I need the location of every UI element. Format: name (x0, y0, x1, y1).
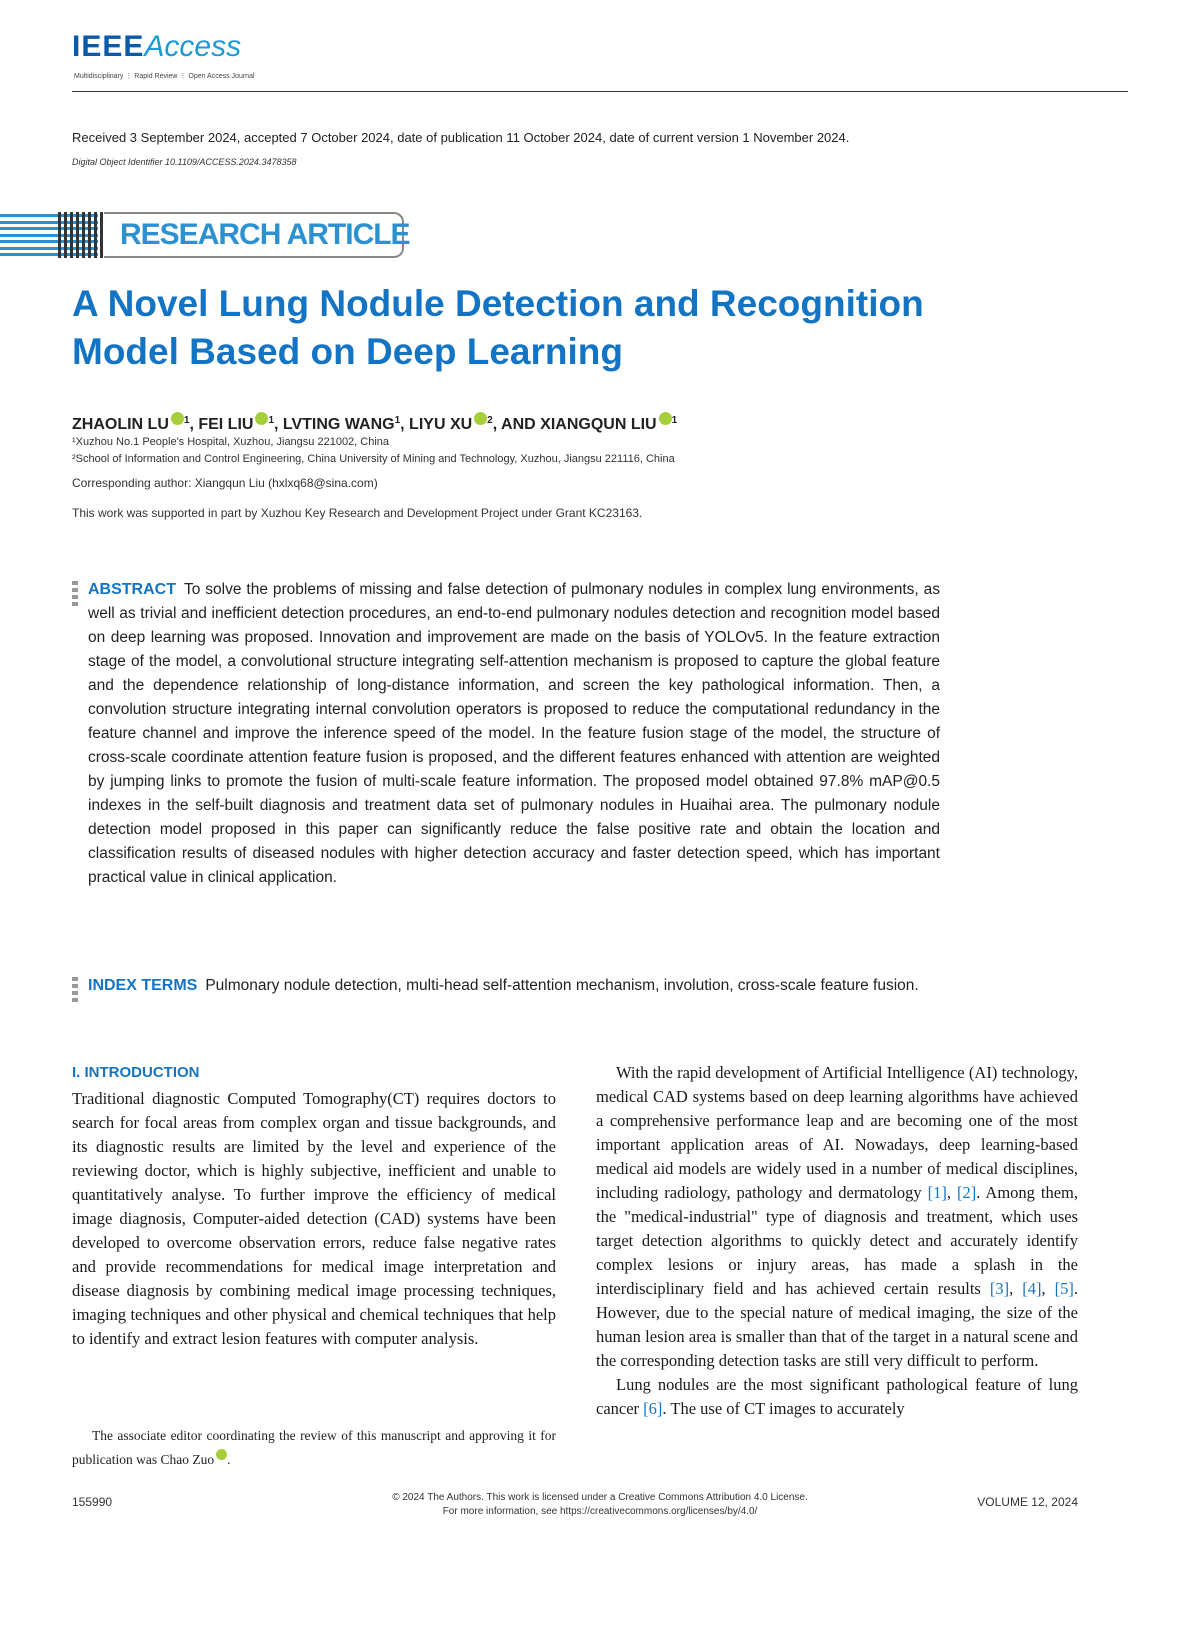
index-terms-text: Pulmonary nodule detection, multi-head self-attention mechanism, involution, cross-scale feature fusion. (205, 977, 919, 994)
logo-access: Access (144, 30, 242, 63)
page-number: 155990 (72, 1495, 113, 1509)
corresponding-author: Corresponding author: Xiangqun Liu (hxlxq68@sina.com) (72, 476, 378, 490)
author-list: ZHAOLIN LU $^1$, FEI LIU $^1$, LVTING WANG$^1$, LIYU XU $^2$, AND XIANGQUN LIU $^1$ (72, 412, 677, 434)
journal-tagline: Multidisciplinary ⋮ Rapid Review ⋮ Open Access Journal (74, 73, 255, 80)
author-name: LIYU XU (409, 416, 473, 433)
abstract (88, 578, 940, 890)
orcid-icon[interactable] (255, 412, 268, 425)
citation-link[interactable]: [2] (956, 1183, 977, 1202)
index-terms-marker (72, 977, 78, 1003)
abstract-label: ABSTRACT (88, 581, 176, 598)
orcid-icon[interactable] (659, 412, 672, 425)
editor-footnote: The associate editor coordinating the review of this manuscript and approving it for publication was Chao Zuo . (72, 1428, 556, 1467)
paragraph: With the rapid development of Artificial Intelligence (AI) technology, medical CAD systems based on deep learning algorithms have achieved a comprehensive performance leap and are becoming one of the most important application areas of AI. Nowadays, deep learning-based medical aid models are widely used in a number of medical disciplines, including radiology, pathology and dermatology [1], [2]. Among them, the "medical-industrial" type of diagnosis and treatment, which uses target detection algorithms to quickly detect and accurately identify complex lesions or injury areas, has made a splash in the interdisciplinary field and has achieved certain results [3], [4], [5]. However, due to the special nature of medical imaging, the size of the human lesion area is smaller than that of the target in a natural scene and the corresponding detection tasks are still very difficult to perform. (596, 1063, 1078, 1370)
license-note: © 2024 The Authors. This work is licensed under a Creative Commons Attribution 4.0 License. For more information, see https://creativecommons.org/licenses/by/4.0/ (300, 1491, 900, 1519)
paper-title: A Novel Lung Nodule Detection and Recognition Model Based on Deep Learning (72, 283, 924, 372)
right-column (596, 1061, 1078, 1421)
license-link[interactable]: For more information, see https://creativecommons.org/licenses/by/4.0/ (442, 1506, 758, 1517)
citation-link[interactable]: [4] (1022, 1279, 1042, 1298)
orcid-icon[interactable] (171, 412, 184, 425)
citation-link[interactable]: [1] (927, 1183, 947, 1202)
citation-link[interactable]: [6] (643, 1399, 663, 1418)
author-name: ZHAOLIN LU (72, 416, 169, 433)
affiliation: ¹Xuzhou No.1 People's Hospital, Xuzhou, Jiangsu 221002, China (72, 436, 390, 448)
received-dates: Received 3 September 2024, accepted 7 October 2024, date of publication 11 October 2024, date of current version 1 November 2024. (72, 130, 850, 145)
left-column (72, 1061, 556, 1351)
affiliation: ²School of Information and Control Engineering, China University of Mining and Technology, Xuzhou, Jiangsu 221116, China (72, 453, 675, 465)
index-terms-label: INDEX TERMS (88, 977, 198, 994)
journal-logo (72, 30, 241, 64)
abstract-marker (72, 581, 78, 607)
doi: Digital Object Identifier 10.1109/ACCESS.2024.3478358 (72, 157, 297, 167)
author-name: LVTING WANG (282, 416, 395, 433)
paragraph: Lung nodules are the most significant pathological feature of lung cancer [6]. The use of CT images to accurately (596, 1375, 1078, 1418)
author-name: FEI LIU (198, 416, 254, 433)
orcid-icon[interactable] (216, 1449, 227, 1460)
logo-ieee: IEEE (72, 30, 145, 63)
volume-info: VOLUME 12, 2024 (977, 1495, 1078, 1509)
citation-link[interactable]: [3] (989, 1279, 1010, 1298)
header-rule (72, 91, 1128, 92)
paragraph: Traditional diagnostic Computed Tomography(CT) requires doctors to search for focal areas from complex organ and tissue backgrounds, and its diagnostic results are limited by the level and experience of the reviewing doctor, which is highly subjective, inefficient and unable to quantitatively analyse. To further improve the efficiency of medical image diagnosis, Computer-aided detection (CAD) systems have been developed to overcome observation errors, reduce false negative rates and provide recommendations for medical image interpretation and disease diagnosis by combining medical image processing techniques, imaging techniques and other physical and chemical techniques that help to identify and extract lesion features with computer analysis. (72, 1089, 556, 1348)
section-heading: I. INTRODUCTION (72, 1064, 200, 1081)
citation-link[interactable]: [5] (1054, 1279, 1074, 1298)
abstract-text: To solve the problems of missing and false detection of pulmonary nodules in complex lung environments, as well as trivial and inefficient detection procedures, an end-to-end pulmonary nodules detection and recognition model based on deep learning was proposed. Innovation and improvement are made on the basis of YOLOv5. In the feature extraction stage of the model, a convolutional structure integrating self-attention mechanism is proposed to capture the global feature and the dependence relationship of long-distance information, and screen the key pathological information. Then, a convolution structure integrating internal convolution operators is proposed to reduce the computational redundancy in the feature channel and improve the inference speed of the model. In the feature fusion stage of the model, the structure of cross-scale coordinate attention feature fusion is proposed, and the different features enhanced with attention are weighted by jumping links to promote the fusion of multi-scale feature information. The proposed model obtained 97.8% mAP@0.5 indexes in the self-built diagnosis and treatment data set of pulmonary nodules in Huaihai area. The pulmonary nodule detection model proposed in this paper can significantly reduce the false positive rate and obtain the location and classification results of diseased nodules with higher detection accuracy and faster detection speed, which has important practical value in clinical application. (88, 581, 940, 886)
funding-note: This work was supported in part by Xuzhou Key Research and Development Project under Grant KC23163. (72, 506, 643, 520)
index-terms (88, 974, 940, 998)
article-type: RESEARCH ARTICLE (120, 218, 410, 251)
band-ticks (58, 212, 104, 258)
author-name: AND XIANGQUN LIU (501, 416, 657, 433)
orcid-icon[interactable] (474, 412, 487, 425)
